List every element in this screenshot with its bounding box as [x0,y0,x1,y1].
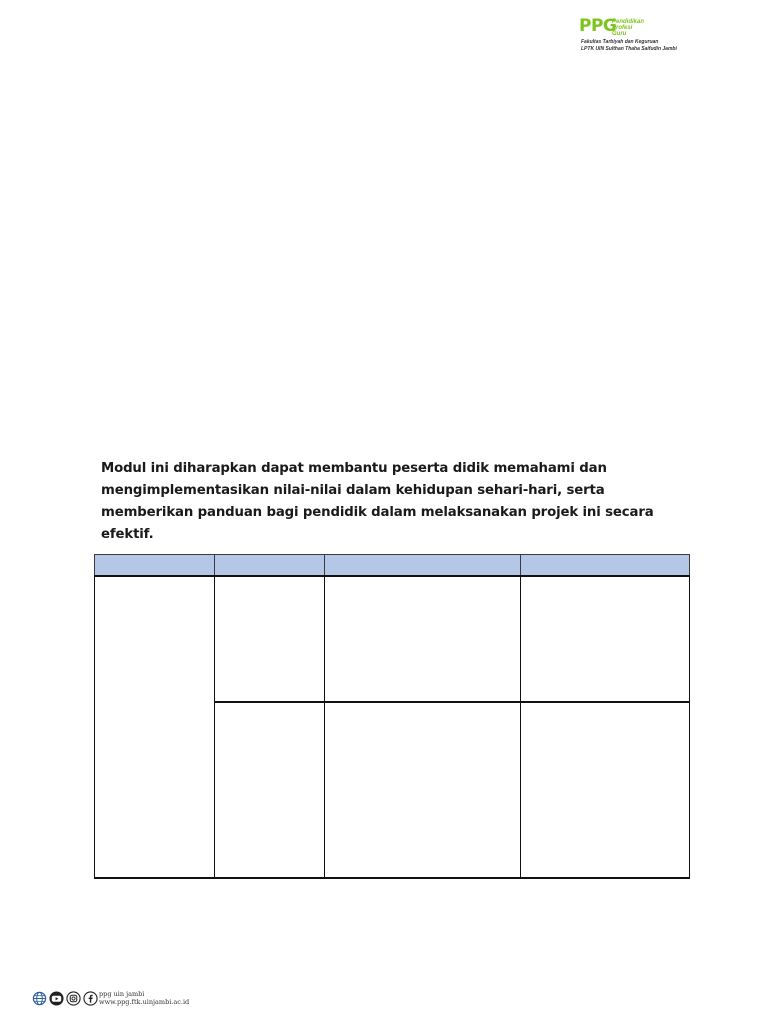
logo-words [612,19,644,37]
logo-subtitle-line-1: Fakultas Tarbiyah dan Keguruan [581,39,659,45]
table-header-cell-2 [214,554,325,576]
ppg-logo [579,18,689,54]
table-rule [94,575,690,577]
globe-icon[interactable] [32,991,47,1006]
table-rule [94,877,690,879]
table-header-cell-4 [520,554,690,576]
table-border [689,575,690,879]
instagram-icon[interactable] [66,991,81,1006]
table-header-cell-1 [94,554,215,576]
intro-paragraph: Modul ini diharapkan dapat membantu peserta didik memahami dan mengimplementasikan nilai-nilai dalam kehidupan sehari-hari, serta memberikan panduan bagi pendidik dalam melaksanakan projek ini secara efektif. [101,461,654,542]
footer-handle[interactable]: ppg uin jambi [99,990,145,998]
logo-subtitle-line-2: LPTK UIN Sulthan Thaha Saifudin Jambi [581,45,677,52]
footer-website[interactable]: www.ppg.ftk.uinjambi.ac.id [99,998,190,1006]
logo-subtitle [581,39,677,52]
table-border [520,575,521,879]
module-table [94,554,690,879]
table-rule [214,701,690,703]
table-border [94,575,95,879]
footer-social [32,990,192,1008]
logo-word: Pendidikan [612,19,645,25]
logo-word: Profesi [612,25,633,31]
facebook-icon[interactable] [83,991,98,1006]
logo-mark: PPG [579,16,617,36]
table-border [324,575,325,879]
footer-contact [99,990,189,1006]
youtube-icon[interactable] [49,991,64,1006]
table-border [214,575,215,879]
table-header-cell-3 [324,554,521,576]
logo-word: Guru [612,31,627,37]
